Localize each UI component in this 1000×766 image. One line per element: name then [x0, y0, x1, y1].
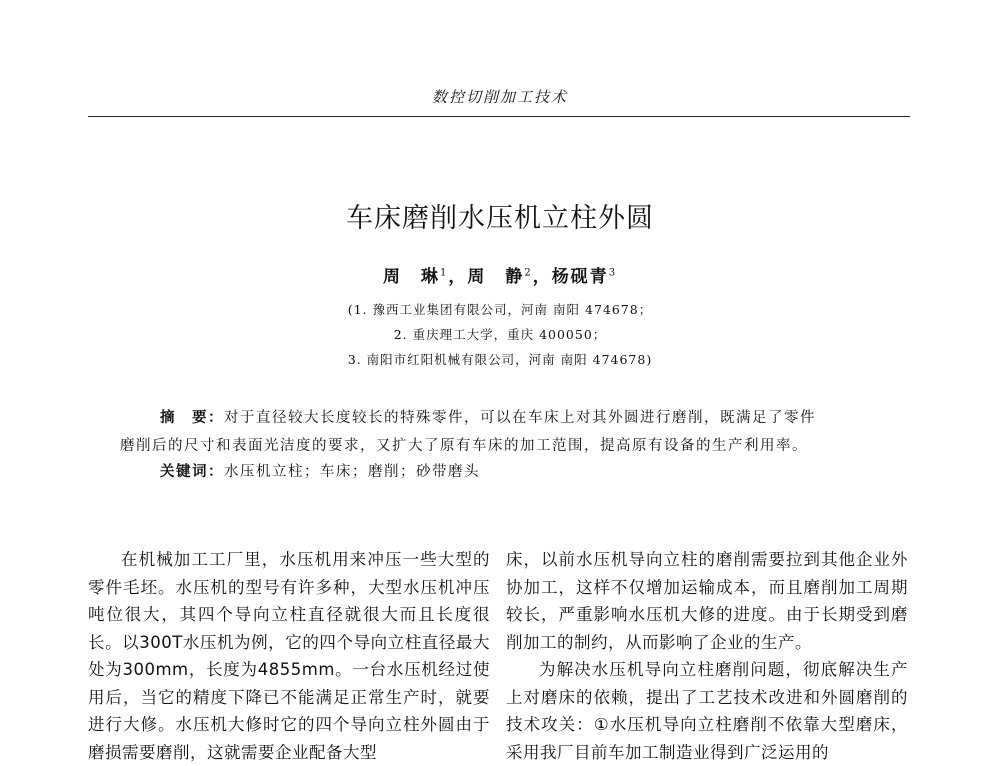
body-paragraph: 床，以前水压机导向立柱的磨削需要拉到其他企业外协加工，这样不仅增加运输成本，而且磨削加工周期较长，严重影响水压机大修的进度。由于长期受到磨削加工的制约，从而影响了企业的生产。: [506, 550, 908, 652]
abstract: [120, 404, 900, 460]
body-paragraph: 在机械加工工厂里，水压机用来冲压一些大型的零件毛坯。水压机的型号有许多种，大型水压机冲压吨位很大，其四个导向立柱直径就很大而且长度很长。以300T水压机为例，它的四个导向立柱直径最大处为300mm，长度为4855mm。一台水压机经过使用后，当它的精度下降已不能满足正常生产时，就要进行大修。水压机大修时它的四个导向立柱外圆由于磨损需要磨削，这就需要企业配备大型: [88, 550, 490, 762]
author-affiliation-mark: 1: [439, 267, 449, 279]
keywords-label: 关键词：: [160, 464, 224, 480]
article-title: 车床磨削水压机立柱外圆: [346, 203, 654, 234]
abstract-line: 磨削后的尺寸和表面光洁度的要求，又扩大了原有车床的加工范围，提高原有设备的生产利用率。: [120, 438, 808, 454]
header-rule: [88, 116, 910, 117]
keywords: [160, 460, 900, 481]
affiliation-line: 2. 重庆理工大学，重庆 400050；: [393, 327, 607, 342]
abstract-line: [120, 404, 900, 432]
abstract-text: 对于直径较大长度较长的特殊零件，可以在车床上对其外圆进行磨削，既满足了零件: [224, 410, 816, 426]
abstract-label: 摘 要：: [160, 410, 224, 426]
body-right-column: [506, 546, 908, 766]
affiliation-line: 3. 南阳市红阳机械有限公司，河南 南阳 474678): [347, 352, 653, 367]
author-separator: ，: [532, 267, 552, 287]
author-list: [0, 262, 1000, 287]
author-name: 周 琳: [382, 267, 440, 287]
affiliation-line: (1. 豫西工业集团有限公司，河南 南阳 474678；: [347, 302, 653, 317]
author-affiliation-mark: 3: [608, 267, 618, 279]
author-name: 杨砚青: [551, 267, 609, 287]
author-separator: ，: [448, 267, 468, 287]
body-left-column: [88, 546, 490, 766]
journal-section-header: 数控切削加工技术: [431, 88, 568, 106]
keywords-text: 水压机立柱；车床；磨削；砂带磨头: [224, 464, 480, 480]
body-paragraph: 为解决水压机导向立柱磨削问题，彻底解决生产上对磨床的依赖，提出了工艺技术改进和外圆磨削的技术攻关：①水压机导向立柱磨削不依靠大型磨床，采用我厂目前车加工制造业得到广泛运用的: [506, 660, 908, 762]
author-name: 周 静: [467, 267, 525, 287]
author-affiliation-mark: 2: [524, 267, 533, 279]
